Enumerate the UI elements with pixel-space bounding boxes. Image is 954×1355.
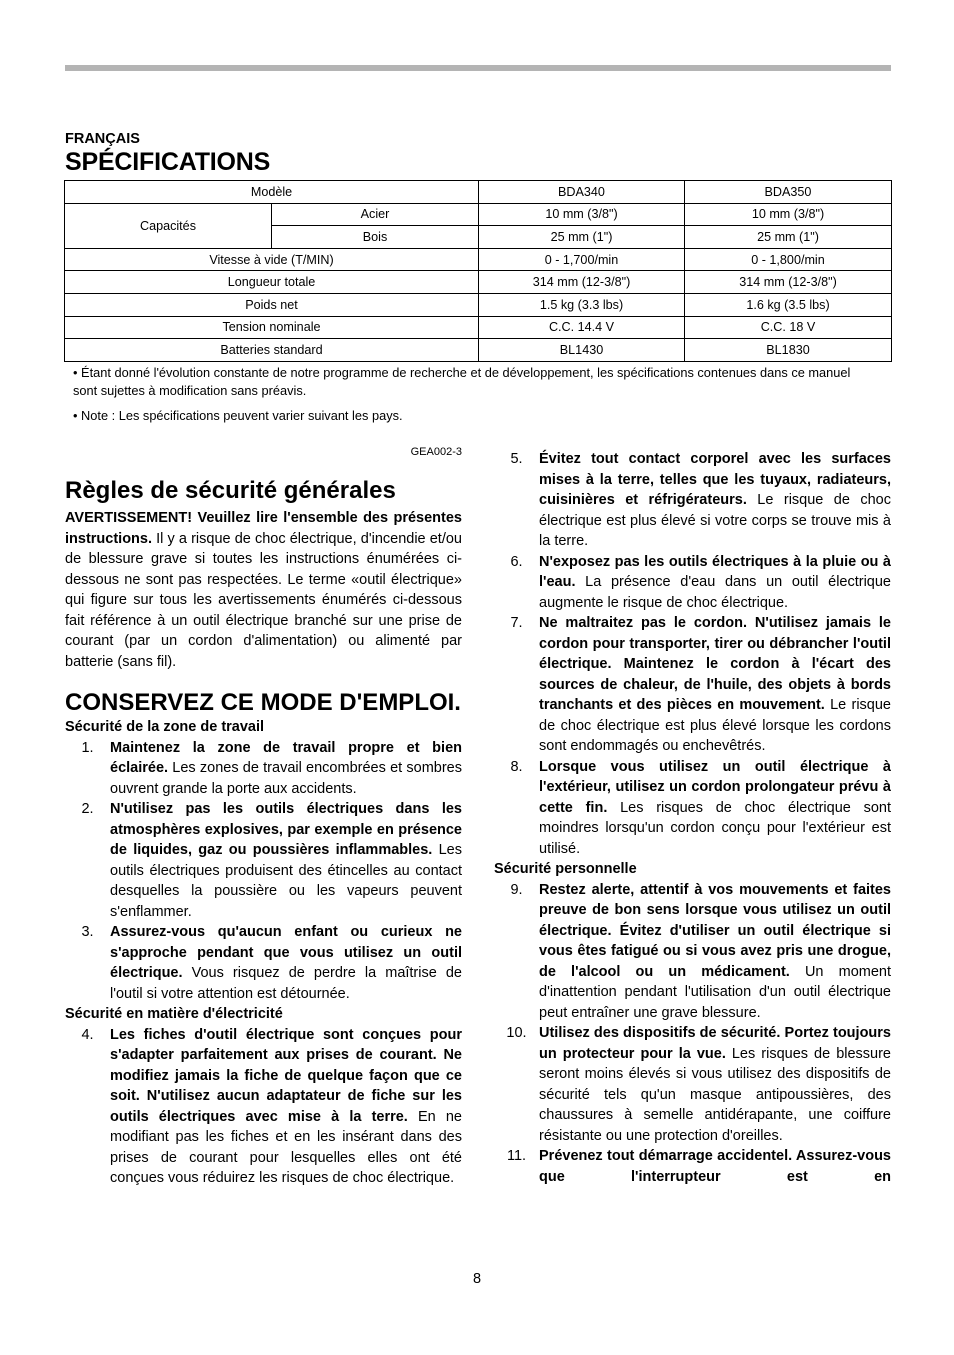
item-bold: Assurez-vous qu'aucun enfant ou curieux ne s'approche pendant que vous utilisez un outil électrique. <box>110 924 462 981</box>
keep-manual-title: CONSERVEZ CE MODE D'EMPLOI. <box>65 689 461 716</box>
section-heading: Sécurité de la zone de travail <box>65 719 265 735</box>
item-body: Les outils électriques produisent des étincelles au contact desquelles la poussière ou les vapeurs peuvent s'enflammer. <box>110 842 462 920</box>
top-rule <box>65 65 891 71</box>
note: • Étant donné l'évolution constante de notre programme de recherche et de développement, les spécifications contenues dans ce manuel sont sujettes à modification sans préavis. <box>73 365 851 398</box>
item-number: 7. <box>510 615 523 631</box>
table-cell: 314 mm (12-3/8") <box>479 271 685 294</box>
item-number: 9. <box>510 881 523 898</box>
table-row <box>65 248 892 271</box>
model-header: Modèle <box>65 181 479 204</box>
model-cell: BDA350 <box>685 181 892 204</box>
table-cell: 25 mm (1") <box>479 226 685 249</box>
item-number: 8. <box>510 758 523 775</box>
item-number: 6. <box>510 553 523 570</box>
steel-label: Acier <box>272 203 479 226</box>
list-item <box>65 922 462 1004</box>
table-row <box>65 271 892 294</box>
item-bold: Ne maltraitez pas le cordon. N'utilisez jamais le cordon pour transporter, tirer ou débrancher l'outil électrique. Maintenez le cordon à l'écart des sources de chaleur, de l'huile, des objets à bords tranchants et des pièces en mouvement. <box>539 615 891 713</box>
table-row <box>65 316 892 339</box>
list-item <box>65 738 462 800</box>
section-heading: Sécurité personnelle <box>494 861 637 877</box>
table-row <box>65 203 892 226</box>
table-cell: 10 mm (3/8") <box>479 203 685 226</box>
general-rules-title: Règles de sécurité générales <box>65 477 396 504</box>
row-label: Longueur totale <box>65 271 479 294</box>
specifications-table <box>64 180 892 362</box>
list-item <box>494 757 891 860</box>
list-item <box>65 799 462 922</box>
table-cell: C.C. 18 V <box>685 316 892 339</box>
item-text <box>110 738 462 800</box>
list-item <box>494 1146 891 1187</box>
item-text <box>539 880 891 1024</box>
item-body: Les zones de travail encombrées et sombres ouvrent grande la porte aux accidents. <box>110 760 462 797</box>
table-cell: BL1430 <box>479 339 685 362</box>
item-text <box>539 1146 891 1187</box>
item-text <box>539 449 891 552</box>
table-cell: 10 mm (3/8") <box>685 203 892 226</box>
section-heading: Sécurité en matière d'électricité <box>65 1006 283 1022</box>
item-number: 5. <box>510 451 523 467</box>
table-cell: 0 - 1,800/min <box>685 248 892 271</box>
doc-code: GEA002-3 <box>410 446 462 458</box>
item-text <box>539 757 891 860</box>
item-number: 1. <box>81 739 94 756</box>
specifications-title: SPÉCIFICATIONS <box>65 148 271 176</box>
item-body: Le risque de choc électrique est plus élevé lorsque les cordons sont endommagés ou enchevêtrés. <box>539 697 891 754</box>
item-body: Les risques de blessure seront moins élevés si vous utilisez des dispositifs de sécurité tels qu'un masque antipoussières, des chaussures à semelle antidérapante, une coiffure résistante ou une protection d'oreilles. <box>539 1045 891 1144</box>
item-bold: N'exposez pas les outils électriques à la pluie ou à l'eau. <box>539 553 891 590</box>
table-cell: 0 - 1,700/min <box>479 248 685 271</box>
item-bold: Les fiches d'outil électrique sont conçues pour s'adapter parfaitement aux prises de courant. Ne modifiez jamais la fiche de quelque façon que ce soit. N'utilisez aucun adaptateur de fiche sur les outils électriques avec mise à la terre. <box>110 1026 462 1125</box>
item-body: En ne modifiant pas les fiches et en les insérant dans des prises de courant pour lesquelles elles ont été conçues vous réduirez les risques de choc électrique. <box>110 1108 462 1186</box>
wood-label: Bois <box>272 226 479 249</box>
row-label: Tension nominale <box>65 316 479 339</box>
item-bold: Utilisez des dispositifs de sécurité. Portez toujours un protecteur pour la vue. <box>539 1025 891 1062</box>
item-bold: Restez alerte, attentif à vos mouvements et faites preuve de bon sens lorsque vous utilisez un outil électrique. Évitez d'utiliser un outil électrique si vous êtes fatigué ou si vous avez pris une drogue, de l'alcool ou un médicament. <box>539 881 891 980</box>
table-cell: 314 mm (12-3/8") <box>685 271 892 294</box>
item-number: 11. <box>506 1148 527 1164</box>
list-item <box>494 1023 891 1146</box>
list-item <box>494 449 891 552</box>
item-bold: Lorsque vous utilisez un outil électrique à l'extérieur, utilisez un cordon prolongateur prévu à cette fin. <box>539 758 891 816</box>
page-number: 8 <box>472 1271 482 1287</box>
language-label: FRANÇAIS <box>65 131 140 147</box>
list-item <box>65 1025 462 1189</box>
item-body: Un moment d'inattention pendant l'utilisation d'un outil électrique peut entraîner une grave blessure. <box>539 963 891 1021</box>
table-row <box>65 181 892 204</box>
item-text <box>539 1023 891 1146</box>
warning-paragraph <box>65 508 462 672</box>
item-text <box>110 922 462 1004</box>
list-item <box>494 552 891 614</box>
list-item <box>494 613 891 757</box>
row-label: Poids net <box>65 293 479 316</box>
item-bold: Maintenez la zone de travail propre et bien éclairée. <box>110 739 462 776</box>
item-bold: Prévenez tout démarrage accidentel. Assurez-vous que l'interrupteur est en <box>539 1148 891 1185</box>
item-text <box>539 613 891 757</box>
table-cell: 25 mm (1") <box>685 226 892 249</box>
warning-text: Il y a risque de choc électrique, d'incendie et/ou de blessure grave si toutes les instructions énumérées ci-dessous ne sont pas respectées. Le terme «outil électrique» qui figure sur tous les avertissements énumérés ci-dessous fait référence à un outil électrique branché sur une prise de courant (par un cordon d'alimentation) ou alimenté par batterie (sans fil). <box>65 530 462 670</box>
table-row <box>65 339 892 362</box>
item-body: Le risque de choc électrique est plus élevé si votre corps se trouve mis à la terre. <box>539 492 891 549</box>
item-bold: N'utilisez pas les outils électriques dans les atmosphères explosives, par exemple en présence de liquides, gaz ou poussières inflammables. <box>110 801 462 858</box>
capacity-label: Capacités <box>65 203 272 248</box>
item-text <box>110 1025 462 1189</box>
item-number: 2. <box>81 801 94 817</box>
row-label: Vitesse à vide (T/MIN) <box>65 248 479 271</box>
table-cell: C.C. 14.4 V <box>479 316 685 339</box>
warning-bold: AVERTISSEMENT! Veuillez lire l'ensemble des présentes instructions. <box>65 510 462 547</box>
left-column <box>65 445 462 1189</box>
item-text <box>110 799 462 922</box>
right-column <box>494 449 891 1187</box>
table-cell: 1.5 kg (3.3 lbs) <box>479 293 685 316</box>
model-cell: BDA340 <box>479 181 685 204</box>
table-row <box>65 293 892 316</box>
item-text <box>539 552 891 614</box>
table-cell: BL1830 <box>685 339 892 362</box>
table-cell: 1.6 kg (3.5 lbs) <box>685 293 892 316</box>
list-item <box>494 880 891 1024</box>
item-number: 3. <box>81 924 94 940</box>
item-number: 4. <box>81 1026 94 1043</box>
item-number: 10. <box>506 1025 527 1041</box>
row-label: Batteries standard <box>65 339 479 362</box>
item-body: Les risques de choc électrique sont moindres lorsqu'un cordon conçu pour l'extérieur est utilisé. <box>539 799 891 857</box>
note: • Note : Les spécifications peuvent varier suivant les pays. <box>73 408 403 423</box>
item-bold: Évitez tout contact corporel avec les surfaces mises à la terre, telles que les tuyaux, radiateurs, cuisinières et réfrigérateurs. <box>539 451 891 508</box>
spec-notes <box>73 364 873 432</box>
item-body: Vous risquez de perdre la maîtrise de l'outil si votre attention est détournée. <box>110 965 462 1002</box>
item-body: La présence d'eau dans un outil électrique augmente le risque de choc électrique. <box>539 574 891 611</box>
